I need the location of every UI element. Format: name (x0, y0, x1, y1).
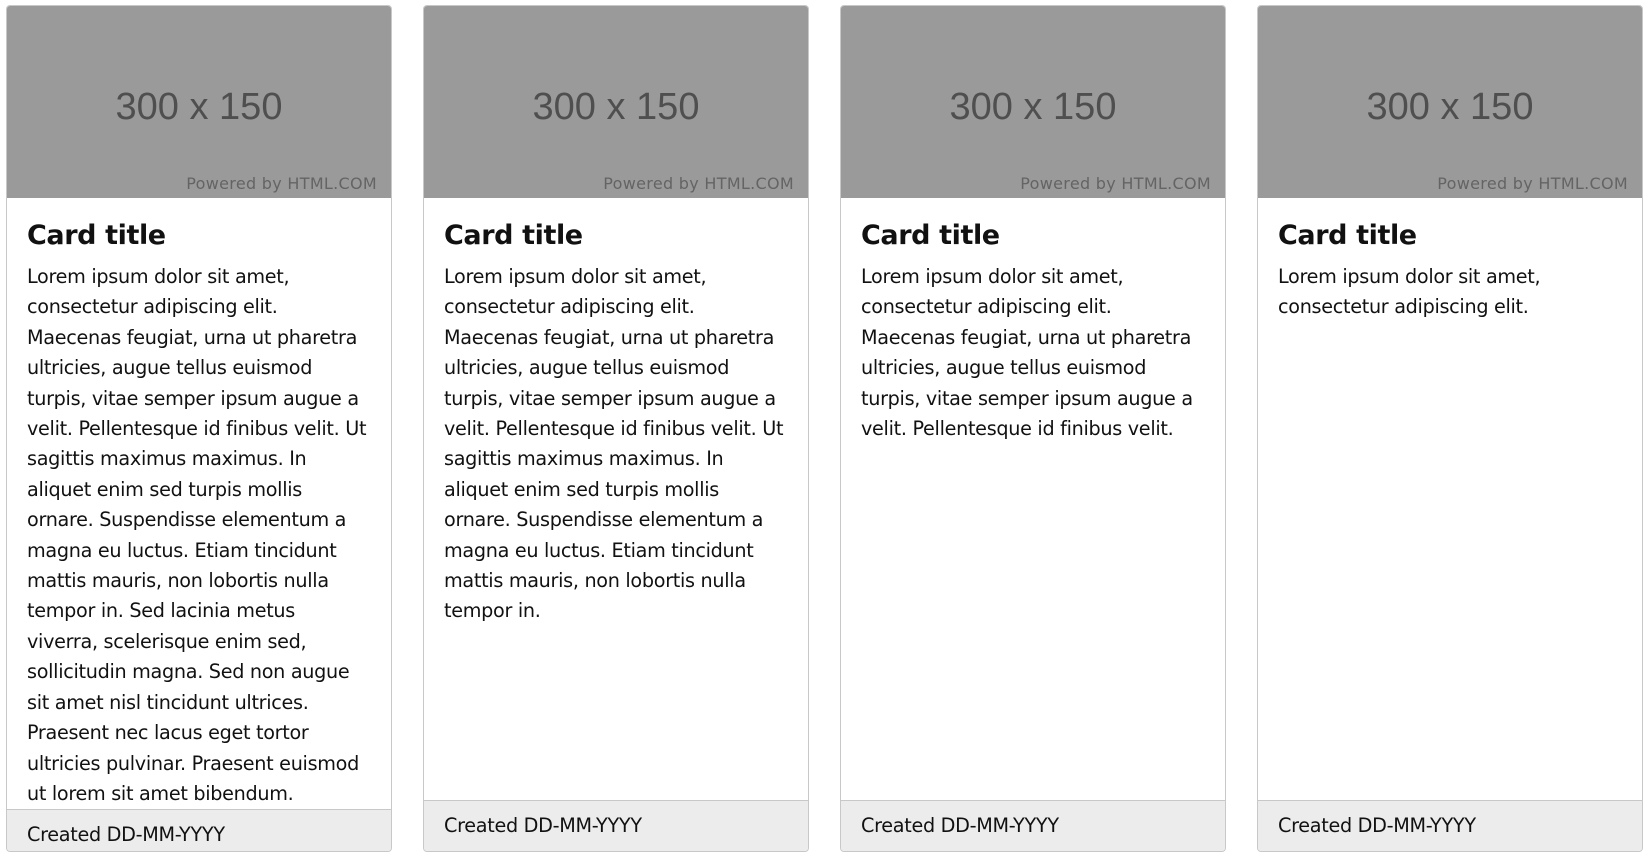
card-text: Lorem ipsum dolor sit amet, consectetur adipiscing elit. Maecenas feugiat, urna ut pharetra ultricies, augue tellus euismod turpis, vitae semper ipsum augue a velit. Pellentesque id finibus velit. (861, 265, 1193, 441)
card (6, 5, 392, 852)
image-dimensions-label: 300 x 150 (115, 86, 283, 128)
card-footer: Created DD-MM-YYYY (1258, 800, 1642, 851)
card-image-placeholder (424, 6, 808, 198)
image-dimensions-label: 300 x 150 (532, 86, 700, 128)
card-footer: Created DD-MM-YYYY (841, 800, 1225, 851)
card-body (1258, 198, 1642, 800)
card-body (7, 198, 391, 809)
card (840, 5, 1226, 852)
image-dimensions-label: 300 x 150 (949, 86, 1117, 128)
card (423, 5, 809, 852)
card-body (424, 198, 808, 800)
image-powered-by-label: Powered by HTML.COM (1437, 174, 1628, 193)
image-powered-by-label: Powered by HTML.COM (1020, 174, 1211, 193)
image-dimensions-label: 300 x 150 (1366, 86, 1534, 128)
card-text: Lorem ipsum dolor sit amet, consectetur adipiscing elit. Maecenas feugiat, urna ut pharetra ultricies, augue tellus euismod turpis, vitae semper ipsum augue a velit. Pellentesque id finibus velit. Ut sagittis maximus maximus. In aliquet enim sed turpis mollis ornare. Suspendisse elementum a magna eu luctus. Etiam tincidunt mattis mauris, non lobortis nulla tempor in. (444, 265, 784, 623)
card-title: Card title (27, 220, 166, 251)
card-image-placeholder (1258, 6, 1642, 198)
card-body (841, 198, 1225, 800)
card-image-placeholder (7, 6, 391, 198)
card-title: Card title (1278, 220, 1417, 251)
image-powered-by-label: Powered by HTML.COM (186, 174, 377, 193)
card-text: Lorem ipsum dolor sit amet, consectetur adipiscing elit. Maecenas feugiat, urna ut pharetra ultricies, augue tellus euismod turpis, vitae semper ipsum augue a velit. Pellentesque id finibus velit. Ut sagittis maximus maximus. In aliquet enim sed turpis mollis ornare. Suspendisse elementum a magna eu luctus. Etiam tincidunt mattis mauris, non lobortis nulla tempor in. Sed lacinia metus viverra, scelerisque enim sed, sollicitudin magna. Sed non augue sit amet nisl tincidunt ultrices. Praesent nec lacus eget tortor ultricies pulvinar. Praesent euismod ut lorem sit amet bibendum. (27, 265, 367, 805)
image-powered-by-label: Powered by HTML.COM (603, 174, 794, 193)
card-title: Card title (861, 220, 1000, 251)
card (1257, 5, 1643, 852)
card-footer: Created DD-MM-YYYY (424, 800, 808, 851)
card-text: Lorem ipsum dolor sit amet, consectetur adipiscing elit. (1278, 265, 1541, 319)
card-image-placeholder (841, 6, 1225, 198)
card-title: Card title (444, 220, 583, 251)
card-footer: Created DD-MM-YYYY (7, 809, 391, 852)
